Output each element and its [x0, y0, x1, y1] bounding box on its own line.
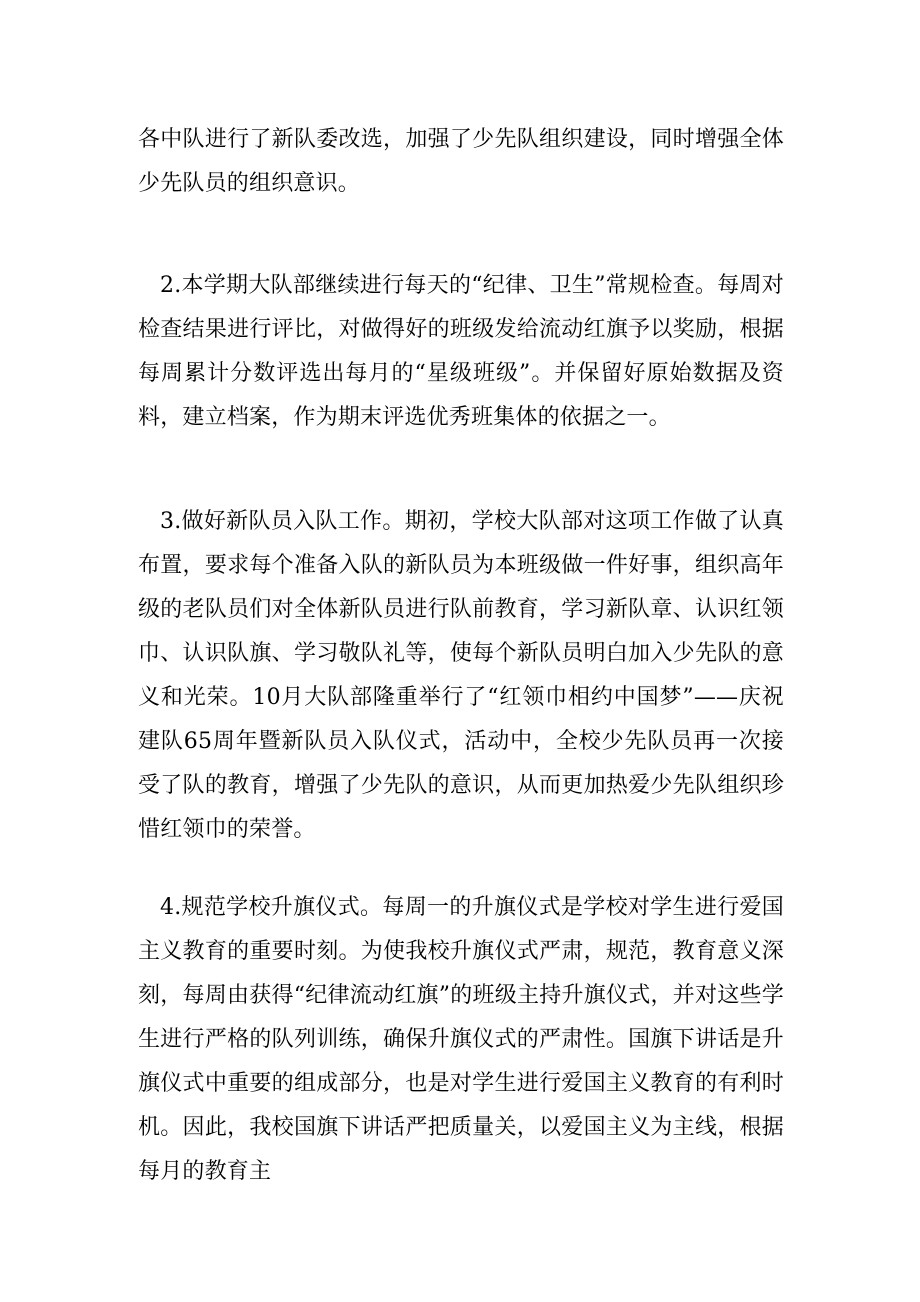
paragraph-2: 2.本学期大队部继续进行每天的“纪律、卫生”常规检查。每周对检查结果进行评比，对做得好的班级发给流动红旗予以奖励，根据每周累计分数评选出每月的“星级班级”。并保留好原始数据及资料，建立档案，作为期末评选优秀班集体的依据之一。 [138, 273, 784, 430]
paragraph-3: 3.做好新队员入队工作。期初，学校大队部对这项工作做了认真布置，要求每个准备入队的新队员为本班级做一件好事，组织高年级的老队员们对全体新队员进行队前教育，学习新队章、认识红领巾、认识队旗、学习敬队礼等，使每个新队员明白加入少先队的意义和光荣。10月大队部隆重举行了“红领巾相约中国梦”——庆祝建队65周年暨新队员入队仪式，活动中，全校少先队员再一次接受了队的教育，增强了少先队的意识，从而更加热爱少先队组织珍惜红领巾的荣誉。 [138, 509, 784, 842]
paragraph-4: 4.规范学校升旗仪式。每周一的升旗仪式是学校对学生进行爱国主义教育的重要时刻。为使我校升旗仪式严肃，规范，教育意义深刻，每周由获得“纪律流动红旗”的班级主持升旗仪式，并对这些学生进行严格的队列训练，确保升旗仪式的严肃性。国旗下讲话是升旗仪式中重要的组成部分，也是对学生进行爱国主义教育的有利时机。因此，我校国旗下讲话严把质量关，以爱国主义为主线，根据每月的教育主 [138, 895, 784, 1184]
paragraph-1: 各中队进行了新队委改选，加强了少先队组织建设，同时增强全体少先队员的组织意识。 [138, 127, 784, 196]
